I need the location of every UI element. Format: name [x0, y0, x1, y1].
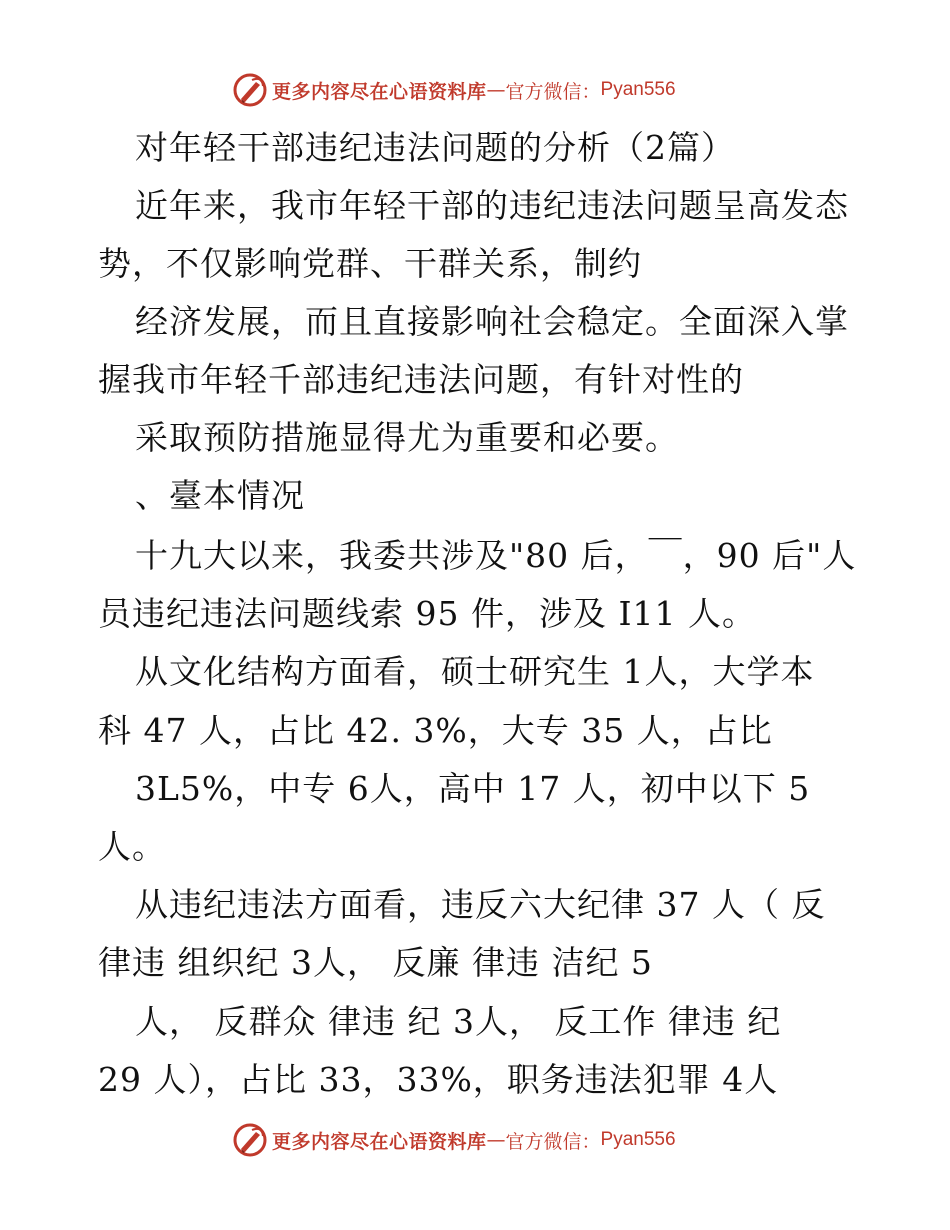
watermark-wechat-id: Pyan556 [600, 79, 676, 100]
watermark-dash: — [486, 1129, 506, 1151]
text-line: 采取预防措施显得尤为重要和必要。 [135, 418, 679, 457]
watermark-footer [232, 1122, 752, 1158]
watermark-wechat-label: 官方微信： [505, 80, 601, 103]
text-line: 十九大以来，我委共涉及"80 后，￣，90 后"人 [135, 536, 857, 575]
text-line: 3L5%，中专 6人，高中 17 人，初中以下 5 [135, 769, 811, 808]
text-line: 势，不仅影响党群、干群关系，制约 [98, 244, 642, 283]
text-line: 人。 [98, 827, 166, 866]
text-line: 人， 反群众 律违 纪 3人， 反工作 律违 纪 [135, 1002, 782, 1041]
text-line: 科 47 人，占比 42. 3%，大专 35 人，占比 [98, 711, 773, 750]
watermark-dash: — [486, 79, 506, 101]
text-line: 律违 组织纪 3人， 反廉 律违 洁纪 5 [98, 943, 653, 982]
watermark-wechat-label: 官方微信： [505, 1130, 601, 1153]
text-line: 握我市年轻千部违纪违法问题，有针对性的 [98, 360, 744, 399]
pen-logo-icon [232, 1122, 268, 1158]
watermark-text: 更多内容尽在心语资料库 [272, 1130, 487, 1153]
text-line: 29 人），占比 33，33%，职务违法犯罪 4人 [98, 1060, 779, 1099]
watermark-text: 更多内容尽在心语资料库 [272, 80, 487, 103]
text-line: 从文化结构方面看，硕士研究生 1人，大学本 [135, 652, 815, 691]
document-title: 对年轻干部违纪违法问题的分析（2篇） [135, 128, 735, 167]
text-line: 员违纪违法问题线索 95 件，涉及 I11 人。 [98, 594, 756, 633]
watermark-wechat-id: Pyan556 [600, 1129, 676, 1150]
section-heading: 、臺本情况 [135, 476, 305, 515]
text-line: 近年来，我市年轻干部的违纪违法问题呈高发态 [135, 186, 849, 225]
text-line: 经济发展，而且直接影响社会稳定。全面深入掌 [135, 302, 849, 341]
text-line: 从违纪违法方面看，违反六大纪律 37 人（ 反 [135, 885, 826, 924]
